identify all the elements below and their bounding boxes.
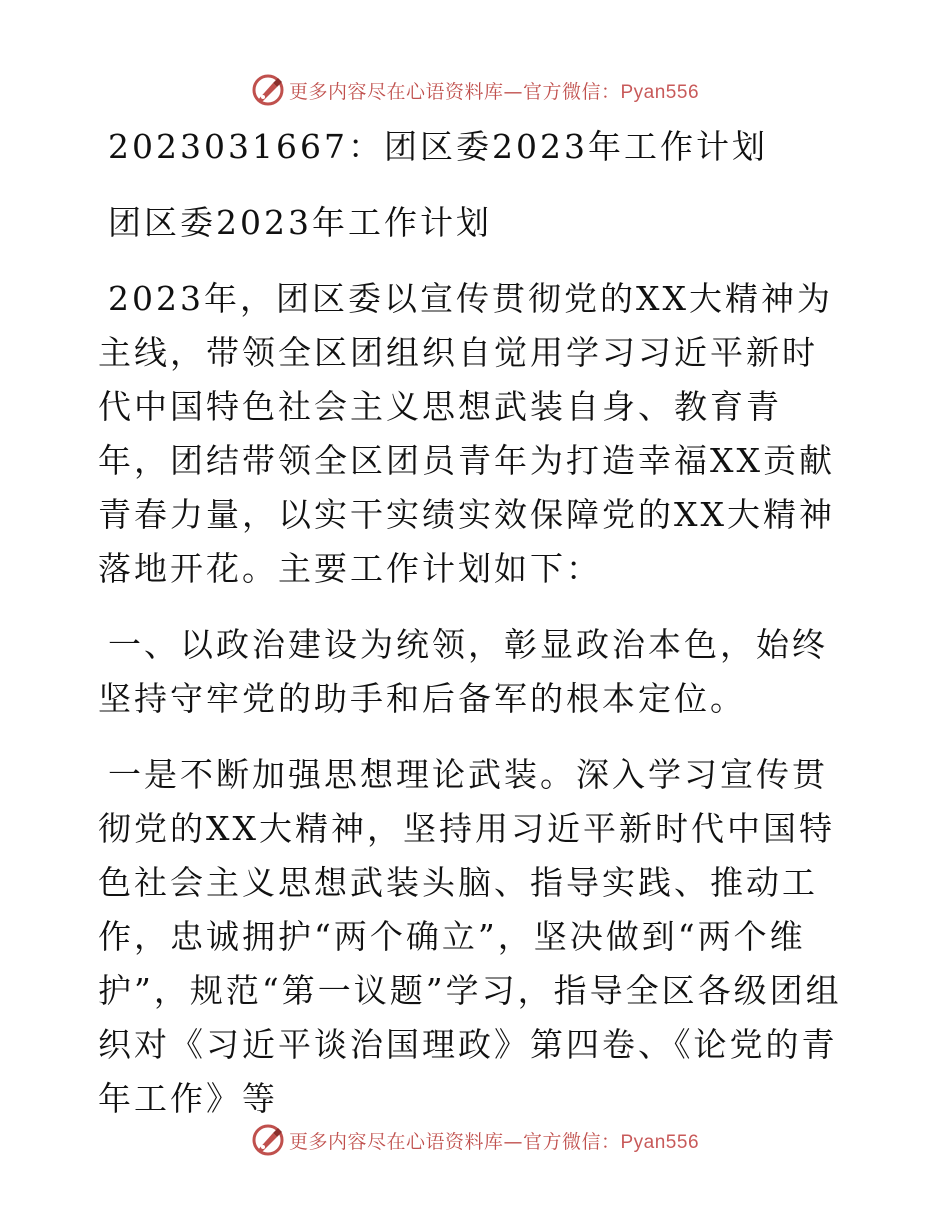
document-subtitle: 团区委2023年工作计划 — [108, 203, 492, 242]
paragraph-section-one-heading: 一、以政治建设为统领，彰显政治本色，始终坚持守牢党的助手和后备军的根本定位。 — [98, 625, 828, 718]
paragraph-item-one: 一是不断加强思想理论武装。深入学习宣传贯彻党的XX大精神，坚持用习近平新时代中国特色社会主义思想武装头脑、指导实践、推动工作，忠诚拥护“两个确立”，坚决做到“两个维护”，规范“第一议题”学习，指导全区各级团组织对《习近平谈治国理政》第四卷、《论党的青年工作》等 — [98, 755, 842, 1118]
pen-logo-icon — [251, 1123, 285, 1157]
paragraph-intro: 2023年，团区委以宣传贯彻党的XX大精神为主线，带领全区团组织自觉用学习习近平新时代中国特色社会主义思想武装自身、教育青年，团结带领全区团员青年为打造幸福XX贡献青春力量，以实干实绩实效保障党的XX大精神落地开花。主要工作计划如下： — [98, 279, 835, 588]
document-title: 2023031667：团区委2023年工作计划 — [108, 127, 768, 166]
watermark-label: 更多内容尽在心语资料库—官方微信： — [288, 80, 621, 103]
footer-watermark — [0, 1120, 950, 1160]
document-body — [98, 120, 850, 1148]
pen-logo-icon — [251, 73, 285, 107]
watermark-wechat-id: Pyan556 — [620, 1131, 700, 1153]
watermark-text — [289, 1127, 699, 1154]
header-watermark — [0, 70, 950, 110]
watermark-label: 更多内容尽在心语资料库—官方微信： — [288, 1130, 621, 1153]
watermark-text — [289, 77, 699, 104]
watermark-wechat-id: Pyan556 — [620, 81, 700, 103]
